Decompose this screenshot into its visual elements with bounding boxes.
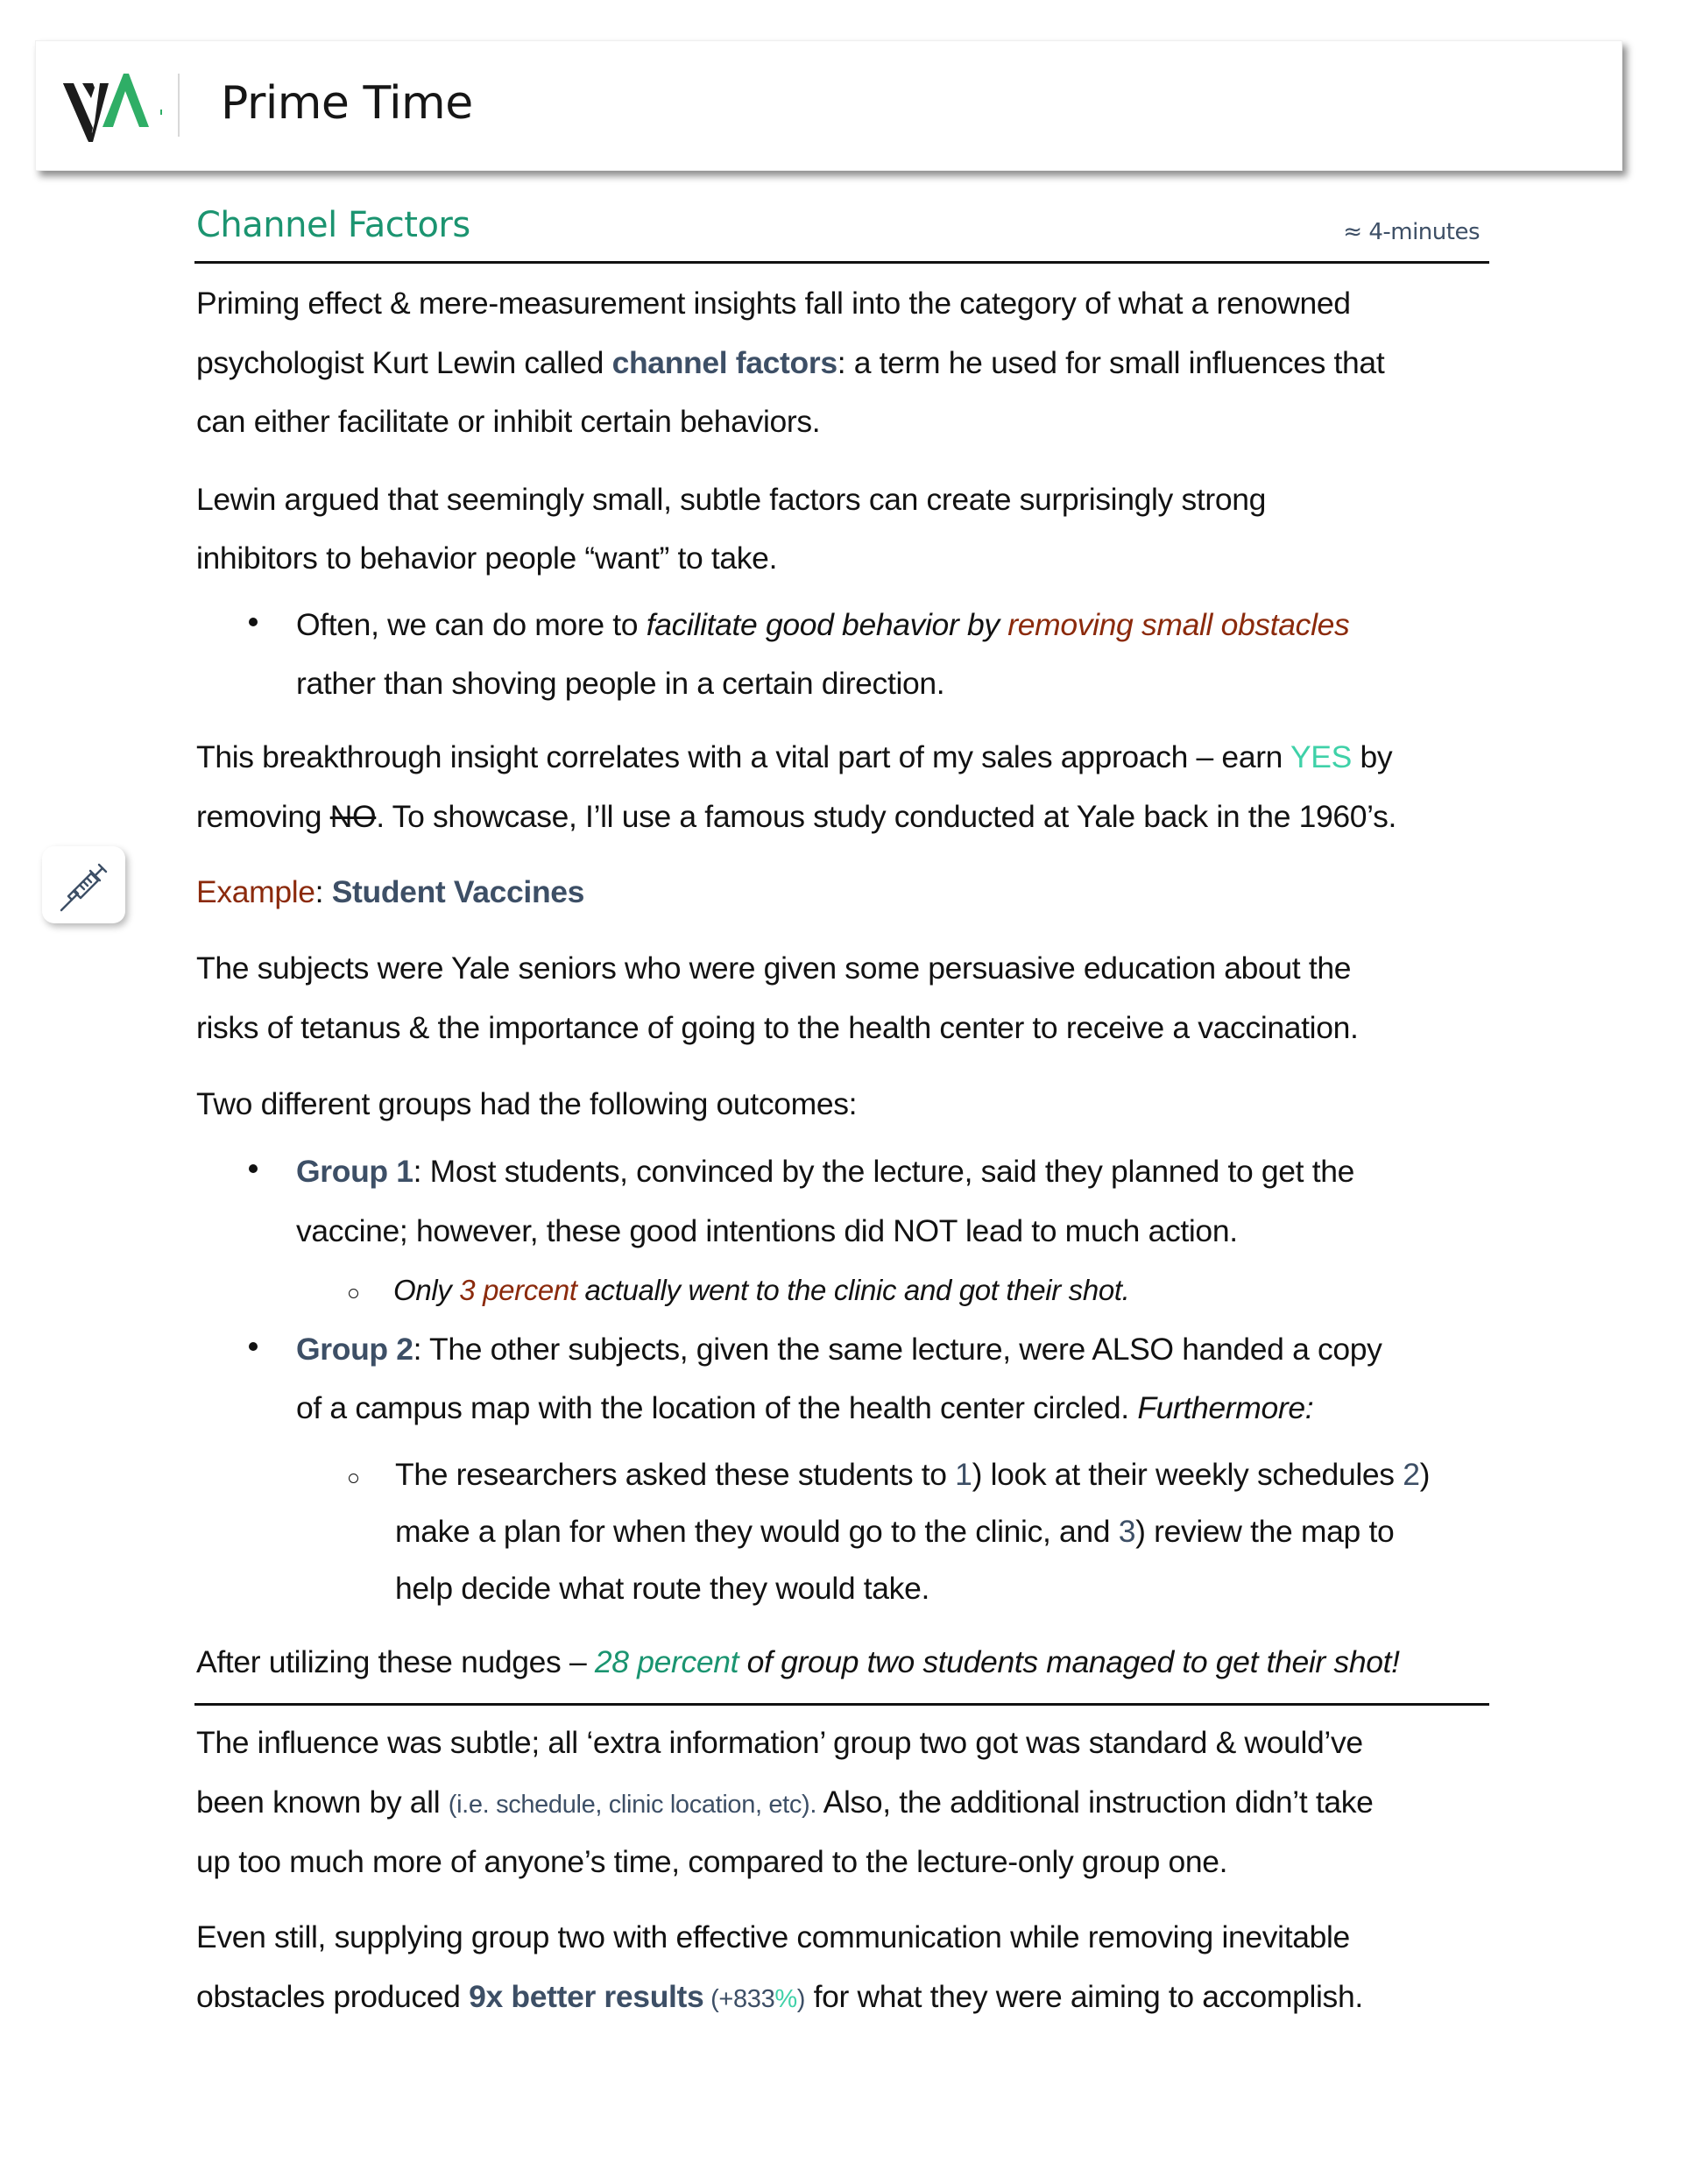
group-2-line-2: of a campus map with the location of the health center circled. Furthermore: [296, 1390, 1314, 1425]
removing-obstacles-highlight: removing small obstacles [1007, 607, 1350, 642]
bullet-dot [249, 1164, 258, 1173]
paragraph-3-line-2: removing NO. To showcase, I’ll use a famous study conducted at Yale back in the 1960’s. [196, 799, 1396, 834]
paragraph-1-line-1: Priming effect & mere-measurement insights fall into the category of what a renowned [196, 286, 1351, 321]
no-strikethrough: NO [329, 799, 377, 834]
bullet-1-line-1: Often, we can do more to facilitate good behavior by removing small obstacles [296, 607, 1350, 642]
sub-bullet-circle [349, 1474, 358, 1483]
paragraph-1-line-2: psychologist Kurt Lewin called channel factors: a term he used for small influences that [196, 345, 1385, 380]
heading-rule [194, 261, 1489, 264]
paragraph-6-line-2: been known by all (i.e. schedule, clinic location, etc). Also, the additional instruction didn’t take [196, 1785, 1374, 1820]
va-logo-icon [60, 70, 156, 144]
group-1-line-2: vaccine; however, these good intentions did NOT lead to much action. [296, 1213, 1238, 1248]
logo-accent-mark [160, 110, 162, 115]
app-title: Prime Time [221, 77, 473, 130]
sub-bullet-circle [349, 1289, 358, 1298]
result-rule [194, 1703, 1489, 1706]
nine-x-highlight: 9x better results [469, 1979, 704, 2014]
section-title: Channel Factors [196, 205, 470, 245]
group-2-sub-line-1: The researchers asked these students to 1) look at their weekly schedules 2) [395, 1457, 1431, 1492]
channel-factors-term: channel factors [611, 345, 837, 380]
read-time: ≈ 4-minutes [1343, 219, 1480, 245]
example-title: Student Vaccines [331, 874, 585, 909]
group-2-label: Group 2 [296, 1332, 413, 1367]
group-2-sub-line-3: help decide what route they would take. [395, 1571, 929, 1606]
paragraph-7-line-1: Even still, supplying group two with effective communication while removing inevitable [196, 1919, 1350, 1954]
example-heading: Example: Student Vaccines [196, 874, 585, 909]
paragraph-3-line-1: This breakthrough insight correlates with a vital part of my sales approach – earn YES by [196, 739, 1393, 774]
header-divider [178, 74, 180, 137]
group-2-line-1: Group 2: The other subjects, given the same lecture, were ALSO handed a copy [296, 1332, 1382, 1367]
paragraph-2-line-2: inhibitors to behavior people “want” to take. [196, 541, 778, 576]
paragraph-5: Two different groups had the following outcomes: [196, 1086, 858, 1121]
bullet-1-line-2: rather than shoving people in a certain direction. [296, 666, 945, 701]
twenty-eight-percent-highlight: 28 percent [594, 1644, 739, 1679]
example-icon-card [42, 846, 125, 923]
paragraph-7-line-2: obstacles produced 9x better results (+833%) for what they were aiming to accomplish. [196, 1979, 1363, 2014]
examples-aside: (i.e. schedule, clinic location, etc). [448, 1791, 817, 1819]
group-1-line-1: Group 1: Most students, convinced by the lecture, said they planned to get the [296, 1154, 1354, 1189]
bullet-dot [249, 618, 258, 626]
syringe-icon [42, 846, 125, 923]
three-percent-highlight: 3 percent [459, 1274, 577, 1306]
group-1-sub-line: Only 3 percent actually went to the clinic and got their shot. [393, 1274, 1130, 1306]
group-2-sub-line-2: make a plan for when they would go to the clinic, and 3) review the map to [395, 1514, 1395, 1549]
paragraph-6-line-1: The influence was subtle; all ‘extra information’ group two got was standard & would’ve [196, 1725, 1363, 1760]
yes-highlight: YES [1290, 739, 1352, 774]
paragraph-1-line-3: can either facilitate or inhibit certain behaviors. [196, 404, 821, 439]
paragraph-4-line-2: risks of tetanus & the importance of going to the health center to receive a vaccination. [196, 1010, 1359, 1045]
paragraph-6-line-3: up too much more of anyone’s time, compared to the lecture-only group one. [196, 1844, 1228, 1879]
result-line: After utilizing these nudges – 28 percent of group two students managed to get their shot! [196, 1644, 1400, 1679]
group-1-label: Group 1 [296, 1154, 413, 1189]
example-label: Example [196, 874, 315, 909]
bullet-dot [249, 1342, 258, 1351]
paragraph-4-line-1: The subjects were Yale seniors who were given some persuasive education about the [196, 951, 1352, 986]
paragraph-2-line-1: Lewin argued that seemingly small, subtle factors can create surprisingly strong [196, 482, 1267, 517]
